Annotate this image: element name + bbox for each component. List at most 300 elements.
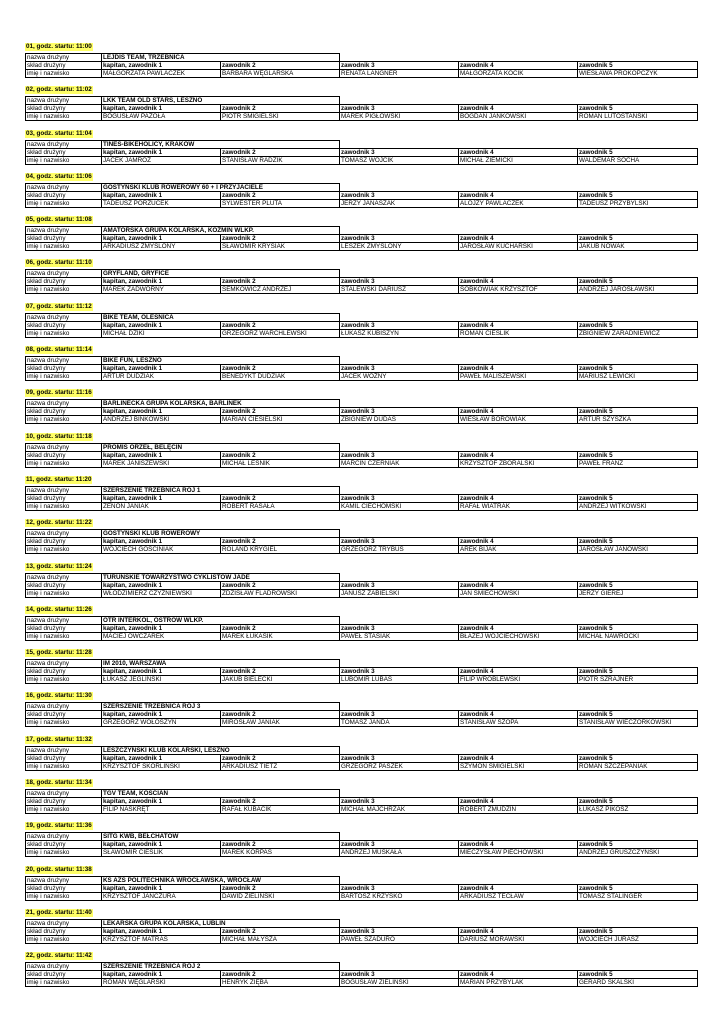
rider-name: MIROSŁAW JANIAK [221, 719, 340, 727]
rider2-header: zawodnik 2 [221, 451, 340, 459]
rider-name: JACEK WOŹNY [340, 373, 459, 381]
team-name-filler [340, 616, 698, 624]
team-name-filler [340, 530, 698, 538]
team-name-label: nazwa drużyny [26, 660, 102, 668]
first-last-label: imię i nazwisko [26, 892, 102, 900]
team-name: TURUNSKIE TOWARZYSTWO CYKLISTÓW JADE [102, 573, 340, 581]
rider4-header: zawodnik 4 [459, 494, 578, 502]
rider-name: ZENON JANIAK [102, 502, 221, 510]
captain-header: kapitan, zawodnik 1 [102, 624, 221, 632]
rider-names-row [26, 156, 698, 164]
rider3-header: zawodnik 3 [340, 754, 459, 762]
team-name-label: nazwa drużyny [26, 140, 102, 148]
rider-name: TADEUSZ PRZYBYLSKI [578, 199, 698, 207]
lineup-label: skład drużyny [26, 884, 102, 892]
rider3-header: zawodnik 3 [340, 581, 459, 589]
team-block [25, 858, 697, 901]
team-table [25, 140, 698, 165]
lineup-header-row [26, 451, 698, 459]
team-name: LEKARSKA GRUPA KOLARSKA, LUBLIN [102, 919, 340, 927]
rider-names-row [26, 979, 698, 987]
rider4-header: zawodnik 4 [459, 754, 578, 762]
rider4-header: zawodnik 4 [459, 62, 578, 70]
rider-name: MICHAŁ MAJCHRZAK [340, 806, 459, 814]
lineup-header-row [26, 235, 698, 243]
rider4-header: zawodnik 4 [459, 581, 578, 589]
start-time: 08, godz. startu: 11:14 [26, 346, 92, 354]
rider-name: ANDRZEJ WITKOWSKI [578, 502, 698, 510]
lineup-header-row [26, 278, 698, 286]
team-name-filler [340, 486, 698, 494]
team-name-row [26, 486, 698, 494]
team-name: SZERSZENIE TRZEBNICA RÓJ 3 [102, 703, 340, 711]
team-block [25, 338, 697, 381]
team-block [25, 814, 697, 857]
team-name-label: nazwa drużyny [26, 703, 102, 711]
rider-name: JERZY JANASZAK [340, 199, 459, 207]
rider-name: WIESŁAWA PROKOPCZYK [578, 70, 698, 78]
rider-name: RAFAŁ WIATRAK [459, 502, 578, 510]
rider-name: STALEWSKI DARIUSZ [340, 286, 459, 294]
captain-header: kapitan, zawodnik 1 [102, 581, 221, 589]
team-block [25, 641, 697, 684]
first-last-label: imię i nazwisko [26, 243, 102, 251]
start-time: 18, godz. startu: 11:34 [26, 779, 92, 787]
first-last-label: imię i nazwisko [26, 459, 102, 467]
rider-name: MACIEJ OWCZAREK [102, 632, 221, 640]
start-time: 04, godz. startu: 11:06 [26, 172, 92, 180]
rider4-header: zawodnik 4 [459, 971, 578, 979]
start-time: 02, godz. startu: 11:02 [26, 86, 92, 94]
captain-header: kapitan, zawodnik 1 [102, 62, 221, 70]
rider3-header: zawodnik 3 [340, 798, 459, 806]
rider-name: SŁAWOMIR CIEŚLIK [102, 849, 221, 857]
team-name-filler [340, 790, 698, 798]
rider-name: BOGUSŁAW ZIELIŃSKI [340, 979, 459, 987]
rider4-header: zawodnik 4 [459, 105, 578, 113]
rider5-header: zawodnik 5 [578, 927, 698, 935]
team-name: OTR INTERKOL, OSTRÓW WLKP. [102, 616, 340, 624]
captain-header: kapitan, zawodnik 1 [102, 668, 221, 676]
rider-names-row [26, 416, 698, 424]
rider4-header: zawodnik 4 [459, 148, 578, 156]
team-name-row [26, 270, 698, 278]
rider3-header: zawodnik 3 [340, 884, 459, 892]
rider-name: GRZEGORZ PASZEK [340, 762, 459, 770]
first-last-label: imię i nazwisko [26, 156, 102, 164]
rider-name: MAREK ŁUKASIK [221, 632, 340, 640]
lineup-header-row [26, 538, 698, 546]
team-name: BIKE TEAM, OLEŚNICA [102, 313, 340, 321]
rider-name: RENATA LANGNER [340, 70, 459, 78]
rider-names-row [26, 113, 698, 121]
lineup-label: skład drużyny [26, 321, 102, 329]
rider-name: JAN ŚMIECHOWSKI [459, 589, 578, 597]
rider-name: MAREK ZADWORNY [102, 286, 221, 294]
captain-header: kapitan, zawodnik 1 [102, 408, 221, 416]
start-time: 12, godz. startu: 11:22 [26, 519, 92, 527]
team-name-row [26, 530, 698, 538]
team-name: BIKE FUN, LESZNO [102, 357, 340, 365]
start-time: 06, godz. startu: 11:10 [26, 259, 92, 267]
team-name-filler [340, 919, 698, 927]
captain-header: kapitan, zawodnik 1 [102, 451, 221, 459]
rider4-header: zawodnik 4 [459, 235, 578, 243]
rider-name: ANDRZEJ MUSKAŁA [340, 849, 459, 857]
rider-name: WIESŁAW BOROWIAK [459, 416, 578, 424]
rider-name: MARIAN CIESIELSKI [221, 416, 340, 424]
rider-name: MICHAŁ NAWROCKI [578, 632, 698, 640]
rider-name: SZYMON ŚMIGIELSKI [459, 762, 578, 770]
team-name-filler [340, 443, 698, 451]
team-name-row [26, 790, 698, 798]
rider3-header: zawodnik 3 [340, 711, 459, 719]
rider-name: ARTUR SZYSZKA [578, 416, 698, 424]
first-last-label: imię i nazwisko [26, 589, 102, 597]
rider-name: JACEK JAMRÓZ [102, 156, 221, 164]
rider-name: BENEDYKT DUDZIAK [221, 373, 340, 381]
lineup-label: skład drużyny [26, 62, 102, 70]
lineup-header-row [26, 148, 698, 156]
lineup-header-row [26, 624, 698, 632]
team-name-label: nazwa drużyny [26, 790, 102, 798]
team-name-label: nazwa drużyny [26, 616, 102, 624]
rider-name: PIOTR ŚMIGIELSKI [221, 113, 340, 121]
rider-name: TOMASZ JANDA [340, 719, 459, 727]
start-time: 19, godz. startu: 11:36 [26, 822, 92, 830]
rider5-header: zawodnik 5 [578, 62, 698, 70]
team-name: GOSTYŃSKI KLUB ROWEROWY 60 + I PRZYJACIELE [102, 183, 340, 191]
team-name: LKK TEAM OLD STARS, LESZNO [102, 97, 340, 105]
rider-name: DAWID ZIELIŃSKI [221, 892, 340, 900]
team-block [25, 771, 697, 814]
team-block [25, 511, 697, 554]
captain-header: kapitan, zawodnik 1 [102, 148, 221, 156]
lineup-header-row [26, 191, 698, 199]
rider5-header: zawodnik 5 [578, 624, 698, 632]
rider-name: MAŁGORZATA PAWLACZEK [102, 70, 221, 78]
rider5-header: zawodnik 5 [578, 365, 698, 373]
rider4-header: zawodnik 4 [459, 278, 578, 286]
rider-names-row [26, 329, 698, 337]
team-name-label: nazwa drużyny [26, 963, 102, 971]
rider2-header: zawodnik 2 [221, 538, 340, 546]
team-name-row [26, 616, 698, 624]
rider2-header: zawodnik 2 [221, 365, 340, 373]
team-name-label: nazwa drużyny [26, 443, 102, 451]
rider3-header: zawodnik 3 [340, 494, 459, 502]
rider4-header: zawodnik 4 [459, 927, 578, 935]
rider5-header: zawodnik 5 [578, 668, 698, 676]
team-table [25, 832, 698, 857]
rider3-header: zawodnik 3 [340, 321, 459, 329]
rider-name: ŁUKASZ PIKOSZ [578, 806, 698, 814]
rider2-header: zawodnik 2 [221, 191, 340, 199]
rider-name: ROBERT RASAŁA [221, 502, 340, 510]
rider-name: PAWEŁ MALISZEWSKI [459, 373, 578, 381]
team-table [25, 573, 698, 598]
lineup-label: skład drużyny [26, 841, 102, 849]
rider-name: KRZYSZTOF ZBORALSKI [459, 459, 578, 467]
rider2-header: zawodnik 2 [221, 971, 340, 979]
lineup-label: skład drużyny [26, 927, 102, 935]
lineup-header-row [26, 841, 698, 849]
rider3-header: zawodnik 3 [340, 191, 459, 199]
rider3-header: zawodnik 3 [340, 235, 459, 243]
rider-names-row [26, 546, 698, 554]
rider-name: TOMASZ WÓJCIK [340, 156, 459, 164]
rider-name: ROMAN CIEŚLIK [459, 329, 578, 337]
rider-name: TOMASZ STALINGER [578, 892, 698, 900]
start-time: 01, godz. startu: 11:00 [26, 43, 92, 50]
first-last-label: imię i nazwisko [26, 979, 102, 987]
team-name: PROMIS ORZEŁ, BELĘCIN [102, 443, 340, 451]
rider-name: MARIUSZ LEWICKI [578, 373, 698, 381]
lineup-label: skład drużyny [26, 581, 102, 589]
team-name-label: nazwa drużyny [26, 270, 102, 278]
team-name-label: nazwa drużyny [26, 97, 102, 105]
team-name-filler [340, 746, 698, 754]
team-name-row [26, 54, 698, 62]
team-table [25, 269, 698, 294]
rider-names-row [26, 806, 698, 814]
rider2-header: zawodnik 2 [221, 148, 340, 156]
team-name-row [26, 833, 698, 841]
lineup-label: skład drużyny [26, 711, 102, 719]
team-name-row [26, 183, 698, 191]
captain-header: kapitan, zawodnik 1 [102, 798, 221, 806]
rider-name: GRZEGORZ WOŁOSZYN [102, 719, 221, 727]
first-last-label: imię i nazwisko [26, 70, 102, 78]
start-time: 10, godz. startu: 11:18 [26, 432, 92, 440]
team-name-label: nazwa drużyny [26, 400, 102, 408]
lineup-header-row [26, 668, 698, 676]
rider-name: MAREK JANISZEWSKI [102, 459, 221, 467]
rider2-header: zawodnik 2 [221, 754, 340, 762]
team-block [25, 122, 697, 165]
rider-name: GRZEGORZ WARCHLEWSKI [221, 329, 340, 337]
rider5-header: zawodnik 5 [578, 971, 698, 979]
rider-name: MICHAŁ DZIKI [102, 329, 221, 337]
rider2-header: zawodnik 2 [221, 105, 340, 113]
rider-name: ANDRZEJ BINKOWSKI [102, 416, 221, 424]
rider-name: ANDRZEJ JAROSŁAWSKI [578, 286, 698, 294]
lineup-header-row [26, 581, 698, 589]
rider-name: MIECZYSŁAW PIECHOWSKI [459, 849, 578, 857]
rider-names-row [26, 199, 698, 207]
team-name: BARLINECKA GRUPA KOLARSKA, BARLINEK [102, 400, 340, 408]
rider-name: ŁUKASZ JEGLIŃSKI [102, 676, 221, 684]
captain-header: kapitan, zawodnik 1 [102, 841, 221, 849]
lineup-header-row [26, 494, 698, 502]
rider3-header: zawodnik 3 [340, 408, 459, 416]
rider-name: JAROSŁAW KUCHARSKI [459, 243, 578, 251]
rider5-header: zawodnik 5 [578, 798, 698, 806]
rider-name: ŁUKASZ KUBISZYN [340, 329, 459, 337]
rider-name: ARKADIUSZ TIETZ [221, 762, 340, 770]
rider5-header: zawodnik 5 [578, 235, 698, 243]
first-last-label: imię i nazwisko [26, 676, 102, 684]
team-name-filler [340, 660, 698, 668]
team-name: SITG KWB, BEŁCHATÓW [102, 833, 340, 841]
rider2-header: zawodnik 2 [221, 235, 340, 243]
lineup-header-row [26, 798, 698, 806]
rider-name: WOJCIECH JURASZ [578, 935, 698, 943]
lineup-label: skład drużyny [26, 668, 102, 676]
rider-names-row [26, 892, 698, 900]
start-time: 15, godz. startu: 11:28 [26, 649, 92, 657]
rider-name: BOGUSŁAW PAZOŁA [102, 113, 221, 121]
rider5-header: zawodnik 5 [578, 581, 698, 589]
rider-names-row [26, 632, 698, 640]
rider-names-row [26, 70, 698, 78]
rider-name: JERZY GIEREJ [578, 589, 698, 597]
first-last-label: imię i nazwisko [26, 849, 102, 857]
rider5-header: zawodnik 5 [578, 841, 698, 849]
team-name: GRYFLAND, GRYFICE [102, 270, 340, 278]
rider4-header: zawodnik 4 [459, 408, 578, 416]
rider-name: SYLWESTER PLUTA [221, 199, 340, 207]
lineup-header-row [26, 884, 698, 892]
rider-name: ROMAN LUTOSTAŃSKI [578, 113, 698, 121]
team-name-filler [340, 573, 698, 581]
start-time: 16, godz. startu: 11:30 [26, 692, 92, 700]
rider2-header: zawodnik 2 [221, 278, 340, 286]
rider-name: PIOTR SZRAJNER [578, 676, 698, 684]
rider-name: GRZEGORZ TRYBUŚ [340, 546, 459, 554]
start-time: 07, godz. startu: 11:12 [26, 302, 92, 310]
team-name-row [26, 963, 698, 971]
rider-name: ZBIGNIEW DUDAS [340, 416, 459, 424]
rider3-header: zawodnik 3 [340, 841, 459, 849]
rider5-header: zawodnik 5 [578, 408, 698, 416]
team-block [25, 381, 697, 424]
team-block [25, 165, 697, 208]
rider-name: JANUSZ ZABIELSKI [340, 589, 459, 597]
team-name: AMATORSKA GRUPA KOLARSKA, KOŹMIN WLKP. [102, 227, 340, 235]
first-last-label: imię i nazwisko [26, 719, 102, 727]
first-last-label: imię i nazwisko [26, 199, 102, 207]
rider-names-row [26, 719, 698, 727]
rider3-header: zawodnik 3 [340, 927, 459, 935]
team-name-filler [340, 963, 698, 971]
team-block [25, 468, 697, 511]
team-block [25, 251, 697, 294]
rider5-header: zawodnik 5 [578, 754, 698, 762]
rider-name: LESZEK ZMYŚLONY [340, 243, 459, 251]
team-name-filler [340, 270, 698, 278]
team-name: KS AZS POLITECHNIKA WROCŁAWSKA, WROCŁAW [102, 876, 340, 884]
lineup-label: skład drużyny [26, 971, 102, 979]
team-name-filler [340, 313, 698, 321]
start-time: 14, godz. startu: 11:26 [26, 605, 92, 613]
team-table [25, 53, 698, 78]
rider3-header: zawodnik 3 [340, 148, 459, 156]
rider-name: KRZYSZTOF SKORLIŃSKI [102, 762, 221, 770]
rider-name: AREK BIJAK [459, 546, 578, 554]
rider-name: RAFAŁ KUBACIK [221, 806, 340, 814]
team-table [25, 876, 698, 901]
rider-name: PAWEŁ STASIAK [340, 632, 459, 640]
rider-names-row [26, 676, 698, 684]
rider-name: STANISŁAW RADZIK [221, 156, 340, 164]
first-last-label: imię i nazwisko [26, 806, 102, 814]
team-name-label: nazwa drużyny [26, 573, 102, 581]
rider-name: STANISŁAW SZOPA [459, 719, 578, 727]
start-time: 22, godz. startu: 11:42 [26, 952, 92, 960]
rider2-header: zawodnik 2 [221, 494, 340, 502]
rider3-header: zawodnik 3 [340, 105, 459, 113]
team-table [25, 659, 698, 684]
lineup-header-row [26, 62, 698, 70]
lineup-header-row [26, 105, 698, 113]
team-name: SZERSZENIE TRZEBNICA RÓJ 2 [102, 963, 340, 971]
rider-name: ROLAND KRYGIEL [221, 546, 340, 554]
rider4-header: zawodnik 4 [459, 884, 578, 892]
team-name-row [26, 573, 698, 581]
rider4-header: zawodnik 4 [459, 451, 578, 459]
lineup-label: skład drużyny [26, 798, 102, 806]
team-name-label: nazwa drużyny [26, 876, 102, 884]
rider2-header: zawodnik 2 [221, 884, 340, 892]
rider-name: BARBARA WĘGLARSKA [221, 70, 340, 78]
rider5-header: zawodnik 5 [578, 278, 698, 286]
rider2-header: zawodnik 2 [221, 624, 340, 632]
rider-name: ROBERT ŻMUDZIN [459, 806, 578, 814]
team-name-filler [340, 54, 698, 62]
rider-name: ROMAN SZCZEPANIAK [578, 762, 698, 770]
team-name: TINES-BIKEHOLICY, KRAKÓW [102, 140, 340, 148]
team-name-filler [340, 357, 698, 365]
rider2-header: zawodnik 2 [221, 668, 340, 676]
rider-names-row [26, 373, 698, 381]
rider4-header: zawodnik 4 [459, 321, 578, 329]
first-last-label: imię i nazwisko [26, 502, 102, 510]
rider-name: FILIP NASKRĘT [102, 806, 221, 814]
lineup-header-row [26, 321, 698, 329]
team-name-label: nazwa drużyny [26, 183, 102, 191]
rider4-header: zawodnik 4 [459, 841, 578, 849]
start-time: 21, godz. startu: 11:40 [26, 908, 92, 916]
lineup-label: skład drużyny [26, 191, 102, 199]
rider-name: ZDZISŁAW FLADROWSKI [221, 589, 340, 597]
team-table [25, 313, 698, 338]
team-table [25, 529, 698, 554]
rider-name: MAREK KORPAS [221, 849, 340, 857]
team-block [25, 35, 697, 78]
rider-name: KAMIL CIECHOMSKI [340, 502, 459, 510]
rider4-header: zawodnik 4 [459, 624, 578, 632]
team-block [25, 555, 697, 598]
captain-header: kapitan, zawodnik 1 [102, 105, 221, 113]
team-name-label: nazwa drużyny [26, 833, 102, 841]
rider4-header: zawodnik 4 [459, 538, 578, 546]
rider-names-row [26, 762, 698, 770]
rider-name: MARIAN PRZYBYLAK [459, 979, 578, 987]
team-name-row [26, 313, 698, 321]
team-table [25, 789, 698, 814]
first-last-label: imię i nazwisko [26, 935, 102, 943]
captain-header: kapitan, zawodnik 1 [102, 494, 221, 502]
rider2-header: zawodnik 2 [221, 841, 340, 849]
rider-name: WŁODZIMIERZ CZYŻNIEWSKI [102, 589, 221, 597]
first-last-label: imię i nazwisko [26, 546, 102, 554]
rider-names-row [26, 849, 698, 857]
rider-names-row [26, 459, 698, 467]
rider-name: ARTUR DUDZIAK [102, 373, 221, 381]
rider5-header: zawodnik 5 [578, 538, 698, 546]
first-last-label: imię i nazwisko [26, 632, 102, 640]
